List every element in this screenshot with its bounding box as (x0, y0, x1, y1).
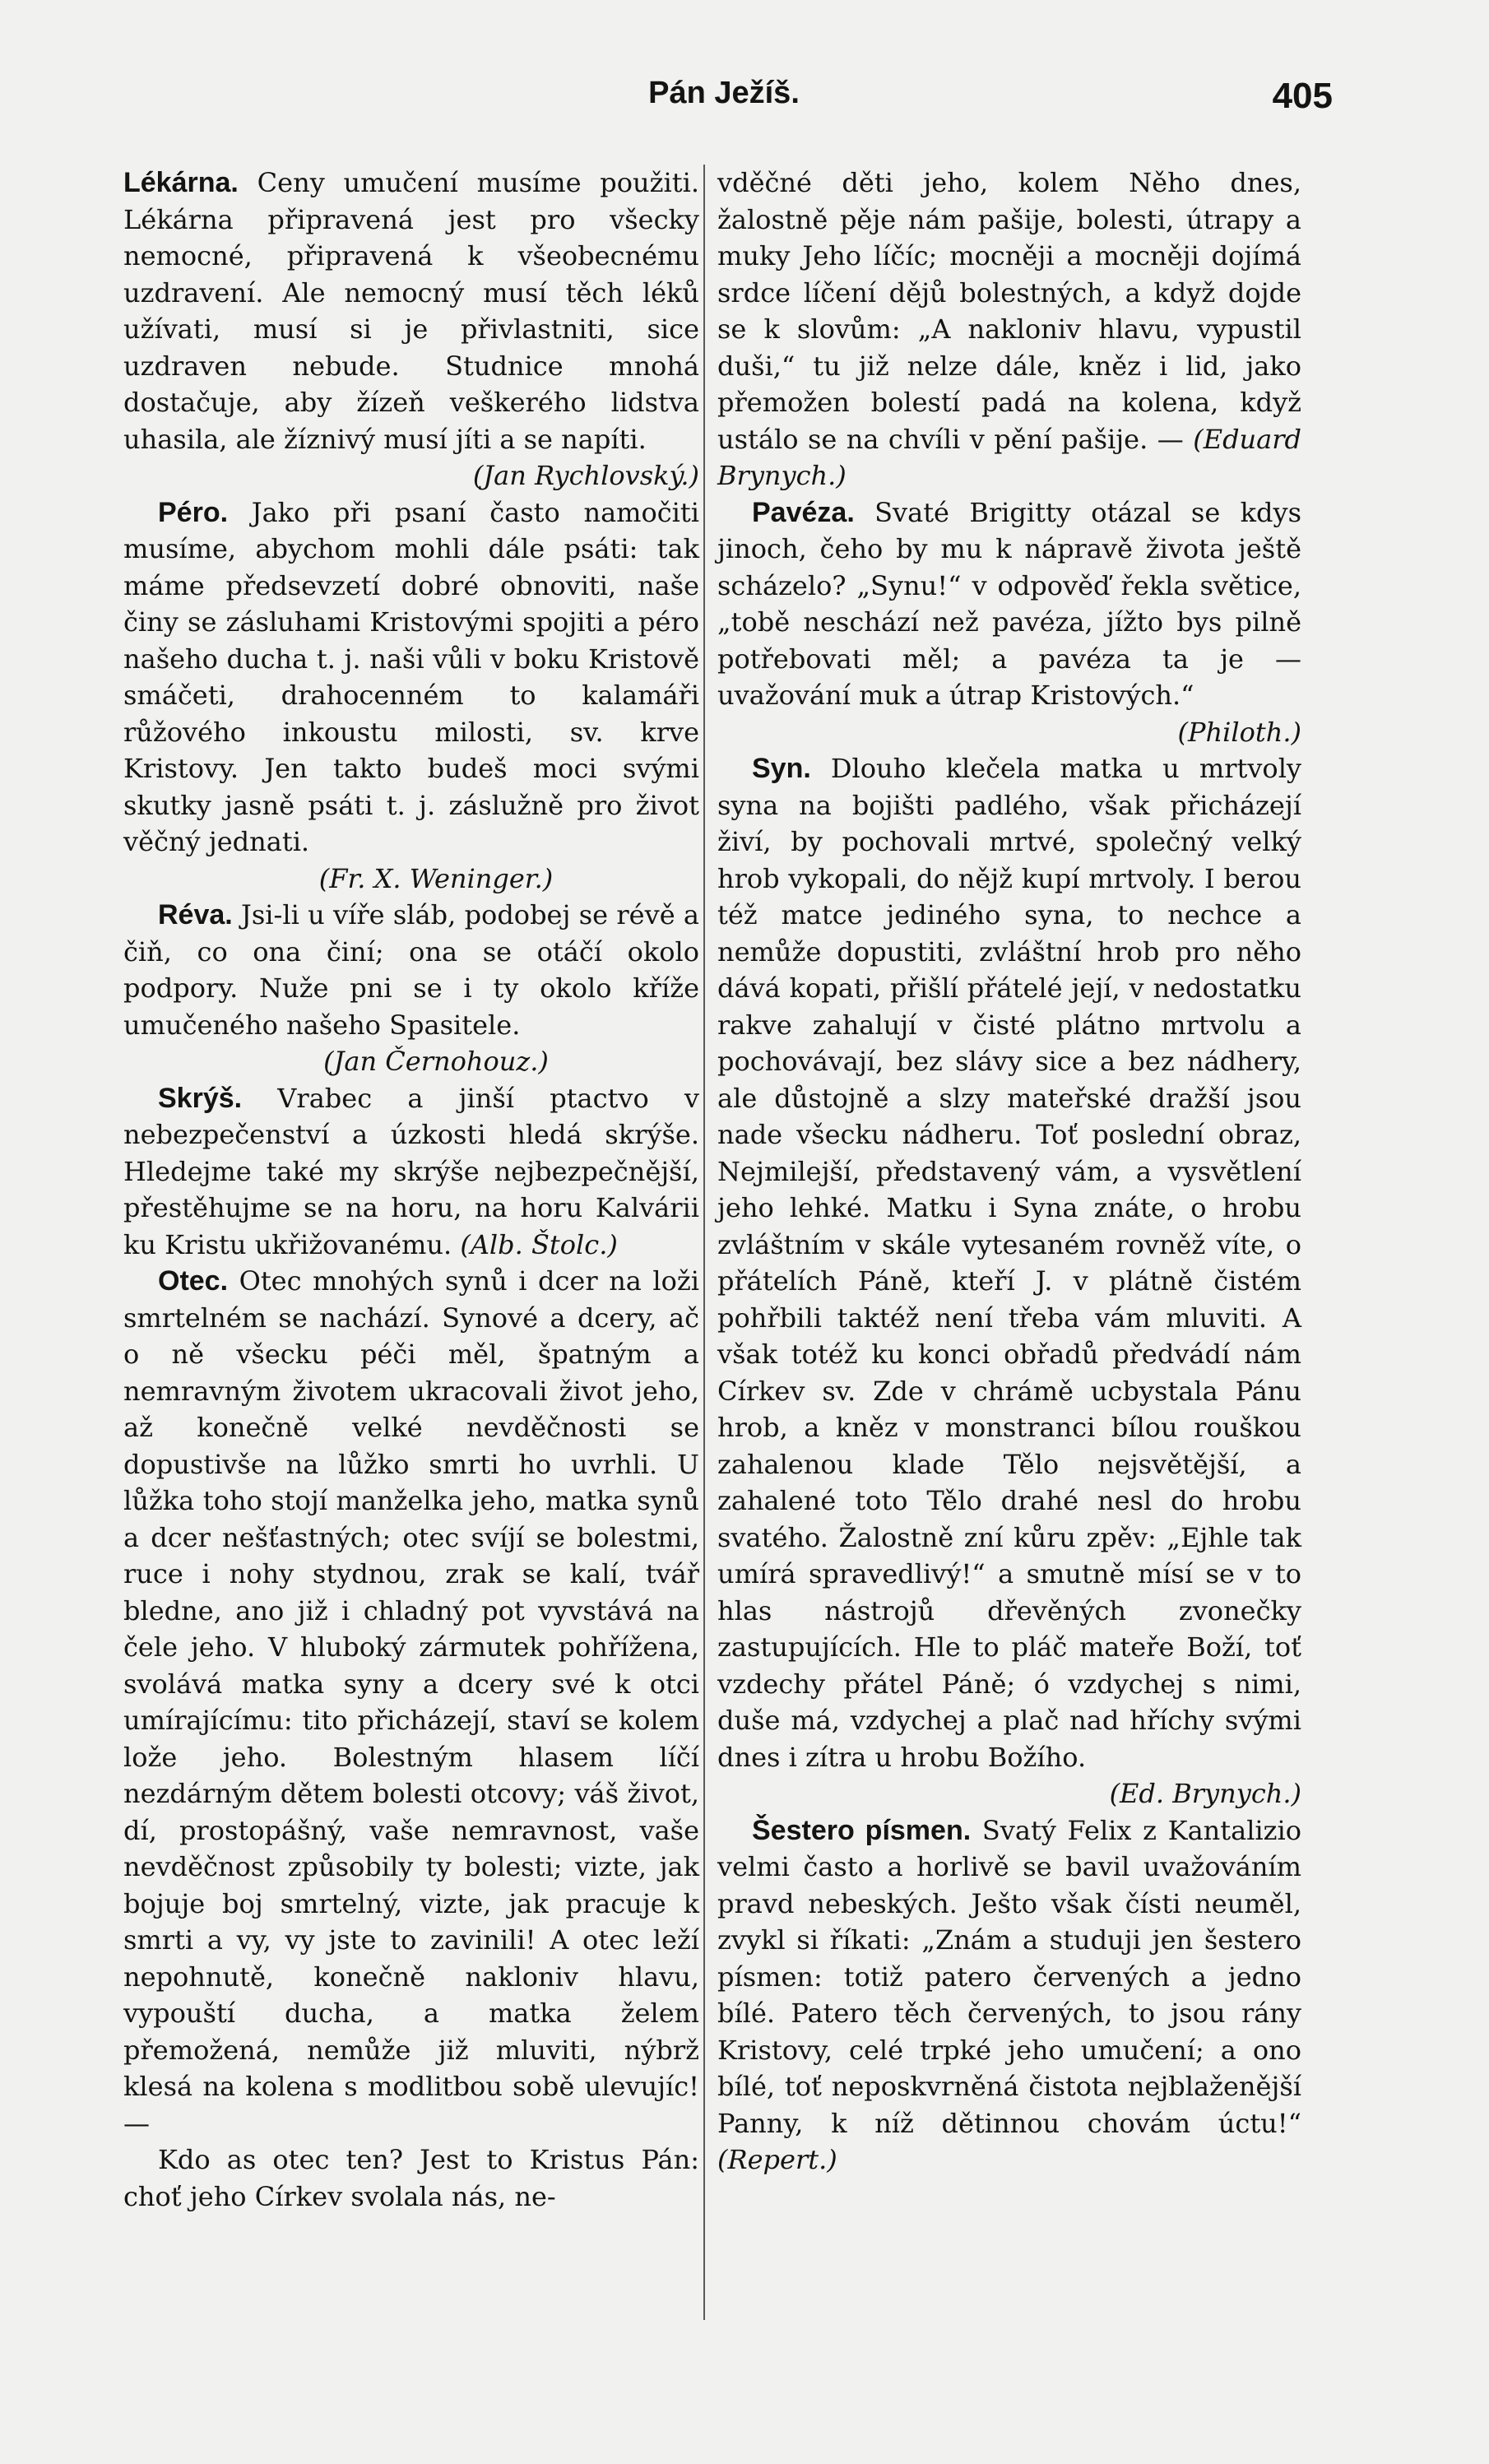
citation: (Philoth.) (1177, 716, 1301, 748)
entry-keyword: Péro. (158, 496, 229, 528)
entry-text: vděčné děti jeho, kolem Něho dnes, žalostně pěje nám pašije, bolesti, útrapy a muky Jeho líčíc; mocněji a mocněji dojímá srdce líčení dějů bolestných, a když dojde se k slovům: „A nakloniv hlavu, vypustil duši,“ tu již nelze dále, kněz i lid, jako přemožen bolestí padá na kolena, když ustálo se na chvíli v pění pašije. — (717, 167, 1301, 455)
entry-text: Vrabec a jinší ptactvo v nebezpečenství a úzkosti hledá skrýše. Hledejme také my skrýše nejbezpečnější, přestěhujme se na horu, na horu Kalvárii ku Kristu ukřižovanému. (123, 1082, 700, 1260)
entry-text: Svaté Brigitty otázal se kdys jinoch, čeho by mu k nápravě života ještě scházelo? „Synu!“ v odpověď řekla světice, „tobě neschází než pavéza, jížto bys pilně potřebovati měl; a pavéza ta je — uvažování muk a útrap Kristových.“ (717, 496, 1302, 711)
entry-text: Jako při psaní často namočiti musíme, abychom mohli dále psáti: tak máme předsevzetí dobré obnoviti, naše činy se zásluhami Kristovými spojiti a péro našeho ducha t. j. naši vůli v boku Kristově smáčeti, drahocenném to kalamáři růžového inkoustu milosti, sv. krve Kristovy. Jen takto budeš moci svými skutky jasně psáti t. j. záslužně pro život věčný jednati. (123, 496, 700, 857)
entry-sestero-pismen (717, 1812, 1301, 2179)
page-number: 405 (1272, 76, 1333, 116)
citation: (Eduard Brynych.) (717, 423, 1302, 491)
entry-text: Otec mnohých synů i dcer na loži smrtelném se nachází. Synové a dcery, ač o ně všecku péči měl, špatným a nemravným životem ukracovali život jeho, až konečně velké nevděčnosti se dopustivše na lůžko smrti ho uvrhli. U lůžka toho stojí manželka jeho, matka synů a dcer nešťastných; otec svíjí se bolestmi, ruce i nohy stydnou, zrak se kalí, tvář bledne, ano již i chladný pot vyvstává na čele jeho. V hluboký zármutek pohřížena, svolává matka syny a dcery své k otci umírajícímu: tito přicházejí, staví se kolem lože jeho. Bolestným hlasem líčí nezdárným dětem bolesti otcovy; váš život, dí, prostopášný, vaše nemravnost, vaše nevděčnost způsobily ty bolesti; vizte, jak bojuje boj smrtelný, vizte, jak pracuje k smrti a vy, vy jste to zavinili! A otec leží nepohnutě, konečně nakloniv hlavu, vypouští ducha, a matka želem přemožená, nemůže již mluviti, nýbrž klesá na kolena s modlitbou sobě ulevujíc! — (123, 1265, 700, 2139)
running-title: Pán Ježíš. (648, 76, 800, 110)
page-header (115, 76, 1333, 125)
entry-reva (123, 897, 699, 1043)
citation: (Fr. X. Weninger.) (318, 862, 554, 894)
paragraph-continued (717, 165, 1301, 494)
entry-keyword: Šestero písmen. (752, 1814, 972, 1846)
entry-text: Dlouho klečela matka u mrtvoly syna na bojišti padlého, však přicházejí živí, by pochovali mrtvé, společný velký hrob vykopali, do nějž kupí mrtvoly. I berou též matce jediného syna, to nechce a nemůže dopustiti, zvláštní hrob pro něho dává kopati, přišlí přátelé její, v nedostatku rakve zahalují v čisté plátno mrtvolu a pochovávají, bez slávy sice a bez nádhery, ale důstojně a slzy mateřské dražší jsou nade všecku nádheru. Toť poslední obraz, Nejmilejší, představený vám, a vysvětlení jeho lehké. Matku i Syna znáte, o hrobu zvláštním v skále vytesaném rovněž víte, o přátelích Páně, kteří J. v plátně čistém pohřbili taktéž není třeba vám mluviti. A však totéž ku konci obřadů předvádí nám Církev sv. Zde v chrámě ucbystala Pánu hrob, a kněz v monstranci bílou rouškou zahalenou klade Tělo nejsvětější, a zahalené toto Tělo drahé nesl do hrobu svatého. Žalostně zní kůru zpěv: „Ejhle tak umírá spravedlivý!“ a smutně mísí se v to hlas nástrojů dřevěných zvonečky zastupujících. Hle to pláč mateře Boží, toť vzdechy přátel Páně; ó vzdychej s nimi, duše má, vzdychej a plač nad hříchy svými dnes i zítra u hrobu Božího. (717, 753, 1302, 1773)
citation: (Ed. Brynych.) (1109, 1778, 1301, 1809)
entry-text: Svatý Felix z Kantalizio velmi často a horlivě se bavil uvažováním pravd nebeských. Ješto však čísti neuměl, zvykl si říkati: „Znám a studuji jen šestero písmen: totiž patero červených a jedno bílé. Patero těch červených, to jsou rány Kristovy, celé trpké jeho umučení; a ono bílé, toť neposkvrněná čistota nejblaženější Panny, k níž dětinnou chovám úctu!“ (717, 1814, 1302, 2139)
right-column (717, 165, 1301, 2179)
entry-syn (717, 750, 1301, 1775)
entry-lekarna (123, 165, 699, 457)
entry-keyword: Lékárna. (123, 167, 239, 198)
column-divider (703, 165, 705, 2320)
citation: (Repert.) (717, 2144, 837, 2175)
citation: (Jan Rychlovský.) (472, 460, 699, 491)
entry-text: Jsi-li u víře sláb, podobej se révě a čiň, co ona činí; ona se otáčí okolo podpory. Nuže pni se i ty okolo kříže umučeného našeho Spasitele. (123, 899, 700, 1041)
entry-text: Ceny umučení musíme použiti. Lékárna připravená jest pro všecky nemocné, připravená k všeobecnému uzdravení. Ale nemocný musí těch léků užívati, musí si je přivlastniti, sice uzdraven nebude. Studnice mnohá dostačuje, aby žízeň veškerého lidstva uhasila, ale žíznivý musí jíti a se napíti. (123, 167, 700, 455)
left-column (123, 165, 699, 2215)
entry-keyword: Réva. (158, 899, 233, 930)
entry-keyword: Syn. (752, 753, 811, 784)
entry-otec (123, 1263, 699, 2141)
entry-skrys (123, 1080, 699, 1264)
citation: (Jan Černohouz.) (323, 1046, 549, 1077)
entry-keyword: Skrýš. (158, 1082, 243, 1114)
entry-keyword: Otec. (158, 1265, 229, 1297)
entry-keyword: Pavéza. (752, 496, 855, 528)
entry-paveza (717, 494, 1301, 714)
citation: (Alb. Štolc.) (460, 1228, 618, 1260)
paragraph: Kdo as otec ten? Jest to Kristus Pán: choť jeho Církev svolala nás, ne- (123, 2144, 699, 2212)
entry-pero (123, 494, 699, 861)
